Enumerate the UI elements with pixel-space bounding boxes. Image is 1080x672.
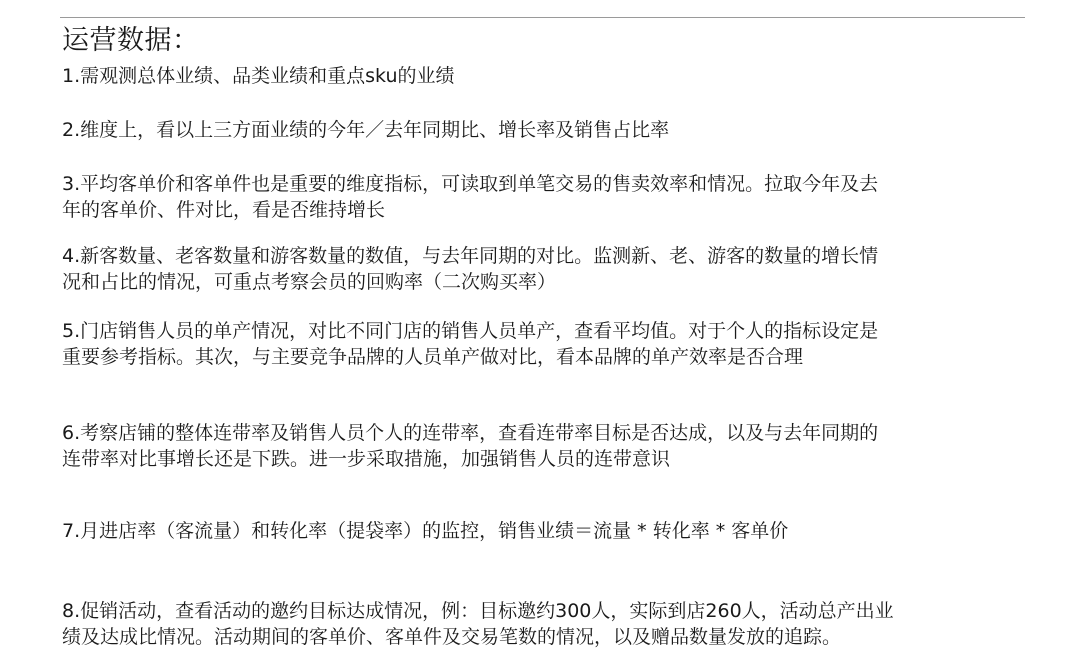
page-title: 运营数据： [62,25,200,56]
item-text-line: 5.门店销售人员的单产情况，对比不同门店的销售人员单产，查看平均值。对于个人的指标设定是 [62,320,879,342]
item-text-line: 重要参考指标。其次，与主要竞争品牌的人员单产做对比，看本品牌的单产效率是否合理 [62,346,804,368]
list-item [62,63,1022,89]
item-text-line: 况和占比的情况，可重点考察会员的回购率（二次购买率） [62,271,557,293]
item-text-line: 1.需观测总体业绩、品类业绩和重点sku的业绩 [62,65,455,87]
item-text-line: 8.促销活动，查看活动的邀约目标达成情况，例：目标邀约300人，实际到店260人，活动总产出业 [62,600,894,622]
list-item [62,420,1022,472]
item-text-line: 2.维度上，看以上三方面业绩的今年／去年同期比、增长率及销售占比率 [62,119,670,141]
list-item [62,318,1022,370]
list-item [62,518,1022,544]
list-item [62,243,1022,295]
item-text-line: 连带率对比事增长还是下跌。进一步采取措施，加强销售人员的连带意识 [62,448,671,470]
item-text-line: 年的客单价、件对比，看是否维持增长 [62,199,386,221]
item-text-line: 4.新客数量、老客数量和游客数量的数值，与去年同期的对比。监测新、老、游客的数量的增长情 [62,245,879,267]
list-item [62,598,1022,650]
item-text-line: 3.平均客单价和客单件也是重要的维度指标，可读取到单笔交易的售卖效率和情况。拉取今年及去 [62,173,879,195]
item-text-line: 绩及达成比情况。活动期间的客单价、客单件及交易笔数的情况，以及赠品数量发放的追踪。 [62,626,842,648]
item-text-line: 7.月进店率（客流量）和转化率（提袋率）的监控，销售业绩＝流量 * 转化率 * 客单价 [62,520,789,542]
list-item [62,117,1022,143]
list-item [62,171,1022,223]
item-text-line: 6.考察店铺的整体连带率及销售人员个人的连带率，查看连带率目标是否达成，以及与去年同期的 [62,422,879,444]
top-divider [60,17,1025,18]
